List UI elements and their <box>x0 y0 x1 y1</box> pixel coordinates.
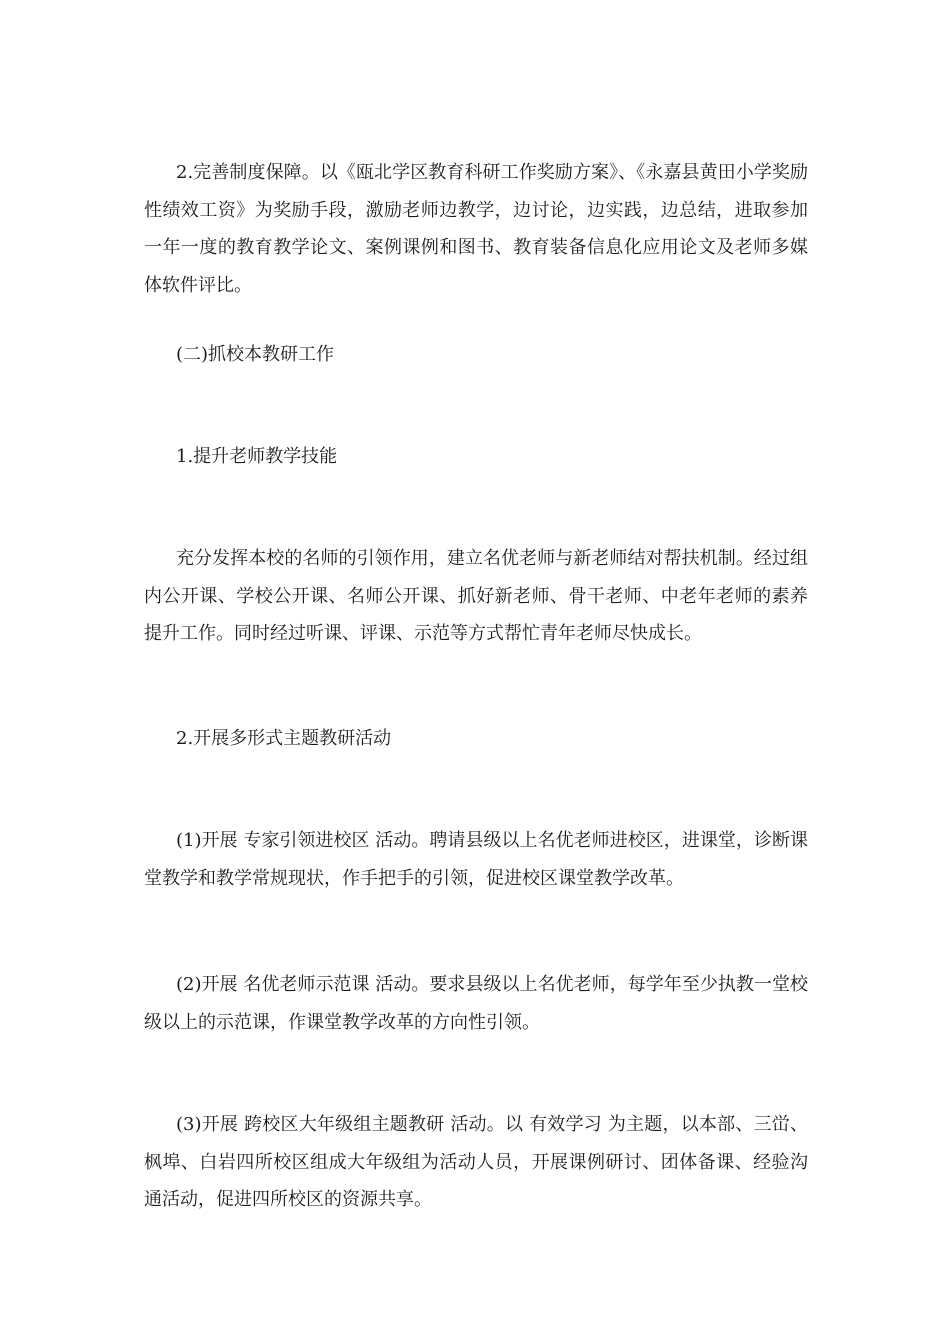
subheading-teacher-skills: 1.提升老师教学技能 <box>176 446 338 467</box>
paragraph-activity-2: (2)开展 名优老师示范课 活动。要求县级以上名优老师，每学年至少执教一堂校级以上的示范课，作课堂教学改革的方向性引领。 <box>144 974 808 1033</box>
paragraph-activity-3: (3)开展 跨校区大年级组主题教研 活动。以 有效学习 为主题，以本部、三峃、枫埠、白岩四所校区组成大年级组为活动人员，开展课例研讨、团体备课、经验沟通活动，促进四所校区的资源共享。 <box>144 1114 808 1210</box>
paragraph-activity-1: (1)开展 专家引领进校区 活动。聘请县级以上名优老师进校区，进课堂，诊断课堂教学和教学常规现状，作手把手的引领，促进校区课堂教学改革。 <box>144 830 808 889</box>
paragraph-famous-teacher-role: 充分发挥本校的名师的引领作用，建立名优老师与新老师结对帮扶机制。经过组内公开课、学校公开课、名师公开课、抓好新老师、骨干老师、中老年老师的素养提升工作。同时经过听课、评课、示范等方式帮忙青年老师尽快成长。 <box>144 548 808 644</box>
section-heading-school-research: (二)抓校本教研工作 <box>176 344 335 365</box>
paragraph-system-guarantee: 2.完善制度保障。以《瓯北学区教育科研工作奖励方案》、《永嘉县黄田小学奖励性绩效工资》为奖励手段，激励老师边教学，边讨论，边实践，边总结，进取参加一年一度的教育教学论文、案例课例和图书、教育装备信息化应用论文及老师多媒体软件评比。 <box>144 162 808 296</box>
subheading-theme-activities: 2.开展多形式主题教研活动 <box>176 728 392 749</box>
